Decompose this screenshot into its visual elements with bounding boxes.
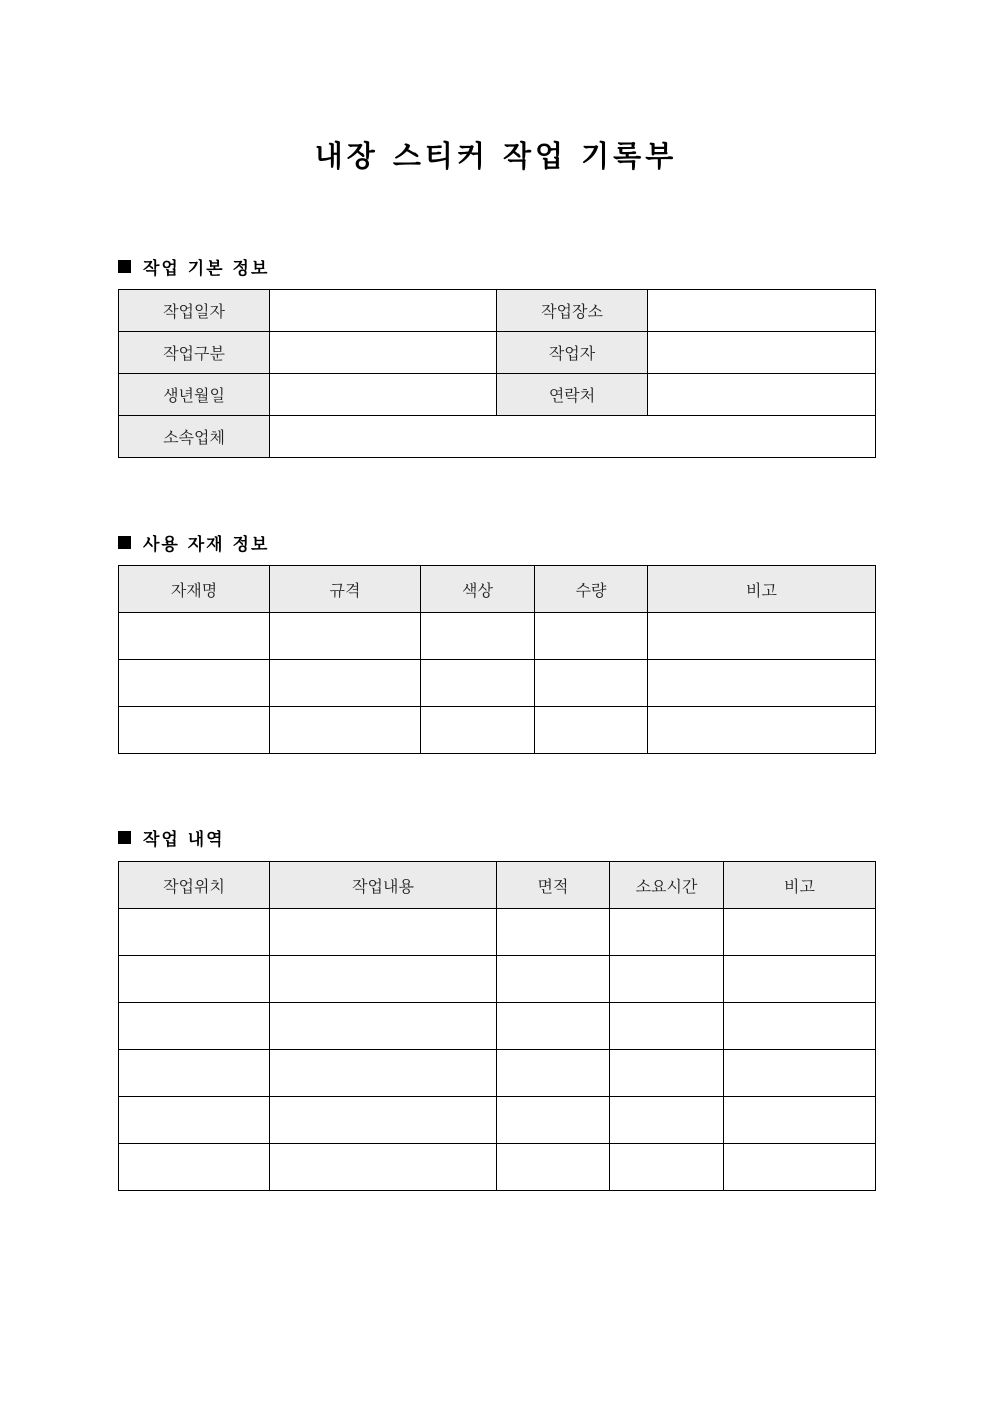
contact-label: 연락처 <box>497 374 648 416</box>
column-header: 작업위치 <box>119 862 270 909</box>
section-basic-info-heading <box>118 254 269 279</box>
table-cell[interactable] <box>270 956 497 1003</box>
table-row <box>119 374 876 416</box>
table-cell[interactable] <box>270 1097 497 1144</box>
company-label: 소속업체 <box>119 416 270 458</box>
table-row <box>119 1050 876 1097</box>
table-cell[interactable] <box>724 1003 876 1050</box>
table-header-row <box>119 862 876 909</box>
column-header: 비고 <box>724 862 876 909</box>
work-place-label: 작업장소 <box>497 290 648 332</box>
table-cell[interactable] <box>724 1050 876 1097</box>
table-cell[interactable] <box>610 909 724 956</box>
column-header: 수량 <box>535 566 648 613</box>
table-header-row <box>119 566 876 613</box>
work-date-label: 작업일자 <box>119 290 270 332</box>
column-header: 규격 <box>270 566 421 613</box>
table-cell[interactable] <box>119 909 270 956</box>
table-row <box>119 956 876 1003</box>
table-cell[interactable] <box>497 1097 610 1144</box>
table-cell[interactable] <box>648 707 876 754</box>
table-cell[interactable] <box>497 909 610 956</box>
table-cell[interactable] <box>119 613 270 660</box>
table-cell[interactable] <box>270 1050 497 1097</box>
table-row <box>119 1003 876 1050</box>
materials-table <box>118 565 876 754</box>
section-materials-title: 사용 자재 정보 <box>143 535 270 555</box>
table-cell[interactable] <box>610 1003 724 1050</box>
table-cell[interactable] <box>421 660 535 707</box>
table-cell[interactable] <box>119 1050 270 1097</box>
table-cell[interactable] <box>724 909 876 956</box>
table-cell[interactable] <box>648 613 876 660</box>
work-date-field[interactable] <box>270 290 497 332</box>
section-materials-heading <box>118 530 269 555</box>
birth-date-field[interactable] <box>270 374 497 416</box>
worker-label: 작업자 <box>497 332 648 374</box>
table-cell[interactable] <box>421 613 535 660</box>
table-cell[interactable] <box>497 1003 610 1050</box>
page-title: 내장 스티커 작업 기록부 <box>314 139 678 173</box>
work-type-label: 작업구분 <box>119 332 270 374</box>
table-cell[interactable] <box>119 1003 270 1050</box>
table-cell[interactable] <box>610 1097 724 1144</box>
table-cell[interactable] <box>119 707 270 754</box>
birth-date-label: 생년월일 <box>119 374 270 416</box>
section-basic-info-title: 작업 기본 정보 <box>143 259 270 279</box>
table-cell[interactable] <box>119 660 270 707</box>
table-cell[interactable] <box>610 1050 724 1097</box>
table-cell[interactable] <box>724 1144 876 1191</box>
table-cell[interactable] <box>535 660 648 707</box>
table-row <box>119 909 876 956</box>
table-row <box>119 416 876 458</box>
column-header: 색상 <box>421 566 535 613</box>
work-place-field[interactable] <box>648 290 876 332</box>
table-cell[interactable] <box>270 1144 497 1191</box>
contact-field[interactable] <box>648 374 876 416</box>
work-type-field[interactable] <box>270 332 497 374</box>
table-cell[interactable] <box>535 613 648 660</box>
worker-field[interactable] <box>648 332 876 374</box>
table-cell[interactable] <box>648 660 876 707</box>
table-cell[interactable] <box>724 956 876 1003</box>
table-cell[interactable] <box>497 956 610 1003</box>
section-work-details-title: 작업 내역 <box>143 830 225 850</box>
table-row <box>119 332 876 374</box>
table-cell[interactable] <box>270 660 421 707</box>
table-cell[interactable] <box>119 1144 270 1191</box>
table-row <box>119 707 876 754</box>
basic-info-table <box>118 289 876 458</box>
square-bullet-icon <box>118 831 131 844</box>
square-bullet-icon <box>118 536 131 549</box>
table-cell[interactable] <box>119 956 270 1003</box>
table-row <box>119 613 876 660</box>
table-cell[interactable] <box>270 707 421 754</box>
table-cell[interactable] <box>270 1003 497 1050</box>
section-work-details-heading <box>118 825 225 850</box>
table-cell[interactable] <box>610 956 724 1003</box>
table-cell[interactable] <box>270 909 497 956</box>
column-header: 면적 <box>497 862 610 909</box>
work-details-table <box>118 861 876 1191</box>
column-header: 자재명 <box>119 566 270 613</box>
table-row <box>119 660 876 707</box>
column-header: 작업내용 <box>270 862 497 909</box>
square-bullet-icon <box>118 260 131 273</box>
table-cell[interactable] <box>724 1097 876 1144</box>
table-cell[interactable] <box>497 1050 610 1097</box>
table-cell[interactable] <box>421 707 535 754</box>
table-row <box>119 290 876 332</box>
table-cell[interactable] <box>119 1097 270 1144</box>
table-cell[interactable] <box>270 613 421 660</box>
column-header: 비고 <box>648 566 876 613</box>
table-cell[interactable] <box>610 1144 724 1191</box>
company-field[interactable] <box>270 416 876 458</box>
table-cell[interactable] <box>535 707 648 754</box>
table-row <box>119 1097 876 1144</box>
table-row <box>119 1144 876 1191</box>
table-cell[interactable] <box>497 1144 610 1191</box>
column-header: 소요시간 <box>610 862 724 909</box>
